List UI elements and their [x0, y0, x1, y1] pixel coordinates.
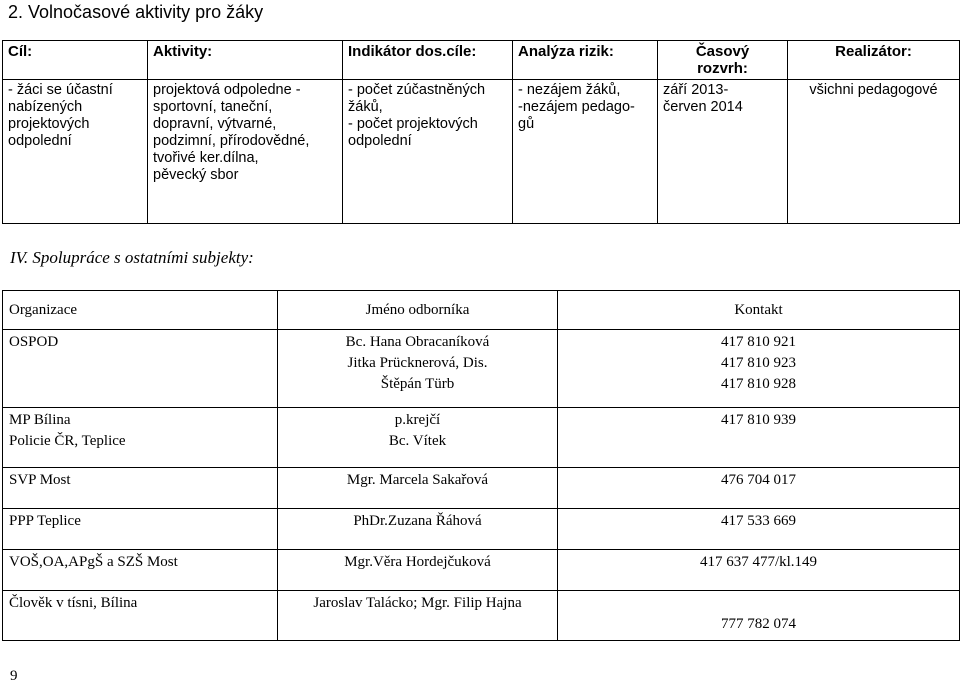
table-row: [3, 330, 960, 408]
cell-expert-name: Mgr.Věra Hordejčuková: [278, 550, 558, 591]
contacts-header-row: [3, 291, 960, 330]
cell-risk: - nezájem žáků, -nezájem pedago- gů: [513, 80, 658, 224]
table-row: [3, 408, 960, 468]
header-schedule: Časový rozvrh:: [658, 41, 788, 80]
table-row: [3, 591, 960, 641]
goals-row: [3, 80, 960, 224]
cell-organization: Člověk v tísni, Bílina: [3, 591, 278, 641]
cell-implementer: všichni pedagogové: [788, 80, 960, 224]
cell-contact: 417 637 477/kl.149: [558, 550, 960, 591]
cell-schedule: září 2013- červen 2014: [658, 80, 788, 224]
cell-expert-name: Mgr. Marcela Sakařová: [278, 468, 558, 509]
header-activities: Aktivity:: [148, 41, 343, 80]
header-implementer: Realizátor:: [788, 41, 960, 80]
header-expert-name: Jméno odborníka: [278, 291, 558, 330]
header-indicator: Indikátor dos.cíle:: [343, 41, 513, 80]
cell-organization: VOŠ,OA,APgŠ a SZŠ Most: [3, 550, 278, 591]
header-risk: Analýza rizik:: [513, 41, 658, 80]
header-contact: Kontakt: [558, 291, 960, 330]
cell-goal: - žáci se účastní nabízených projektových odpolední: [3, 80, 148, 224]
contacts-table: [2, 290, 960, 641]
header-goal: Cíl:: [3, 41, 148, 80]
cooperation-title: IV. Spolupráce s ostatními subjekty:: [10, 248, 254, 267]
table-row: [3, 550, 960, 591]
cell-contact: 476 704 017: [558, 468, 960, 509]
cell-organization: SVP Most: [3, 468, 278, 509]
goals-header-row: [3, 41, 960, 80]
table-row: [3, 468, 960, 509]
header-organization: Organizace: [3, 291, 278, 330]
cell-contact: 417 810 921 417 810 923 417 810 928: [558, 330, 960, 408]
page-number: 9: [10, 668, 18, 684]
cell-contact: 417 533 669: [558, 509, 960, 550]
cell-organization: OSPOD: [3, 330, 278, 408]
goals-table: [2, 40, 960, 224]
cell-expert-name: Bc. Hana Obracaníková Jitka Prücknerová, Dis. Štěpán Türb: [278, 330, 558, 408]
cell-indicator: - počet zúčastněných žáků, - počet projektových odpolední: [343, 80, 513, 224]
cell-contact: 777 782 074: [558, 591, 960, 641]
cell-activities: projektová odpoledne - sportovní, taneční, dopravní, výtvarné, podzimní, přírodovědné, tvořivé ker.dílna, pěvecký sbor: [148, 80, 343, 224]
cell-organization: MP Bílina Policie ČR, Teplice: [3, 408, 278, 468]
cell-organization: PPP Teplice: [3, 509, 278, 550]
section-heading: 2. Volnočasové aktivity pro žáky: [8, 2, 264, 22]
table-row: [3, 509, 960, 550]
cell-expert-name: PhDr.Zuzana Řáhová: [278, 509, 558, 550]
cell-expert-name: Jaroslav Talácko; Mgr. Filip Hajna: [278, 591, 558, 641]
cell-contact: 417 810 939: [558, 408, 960, 468]
cell-expert-name: p.krejčí Bc. Vítek: [278, 408, 558, 468]
